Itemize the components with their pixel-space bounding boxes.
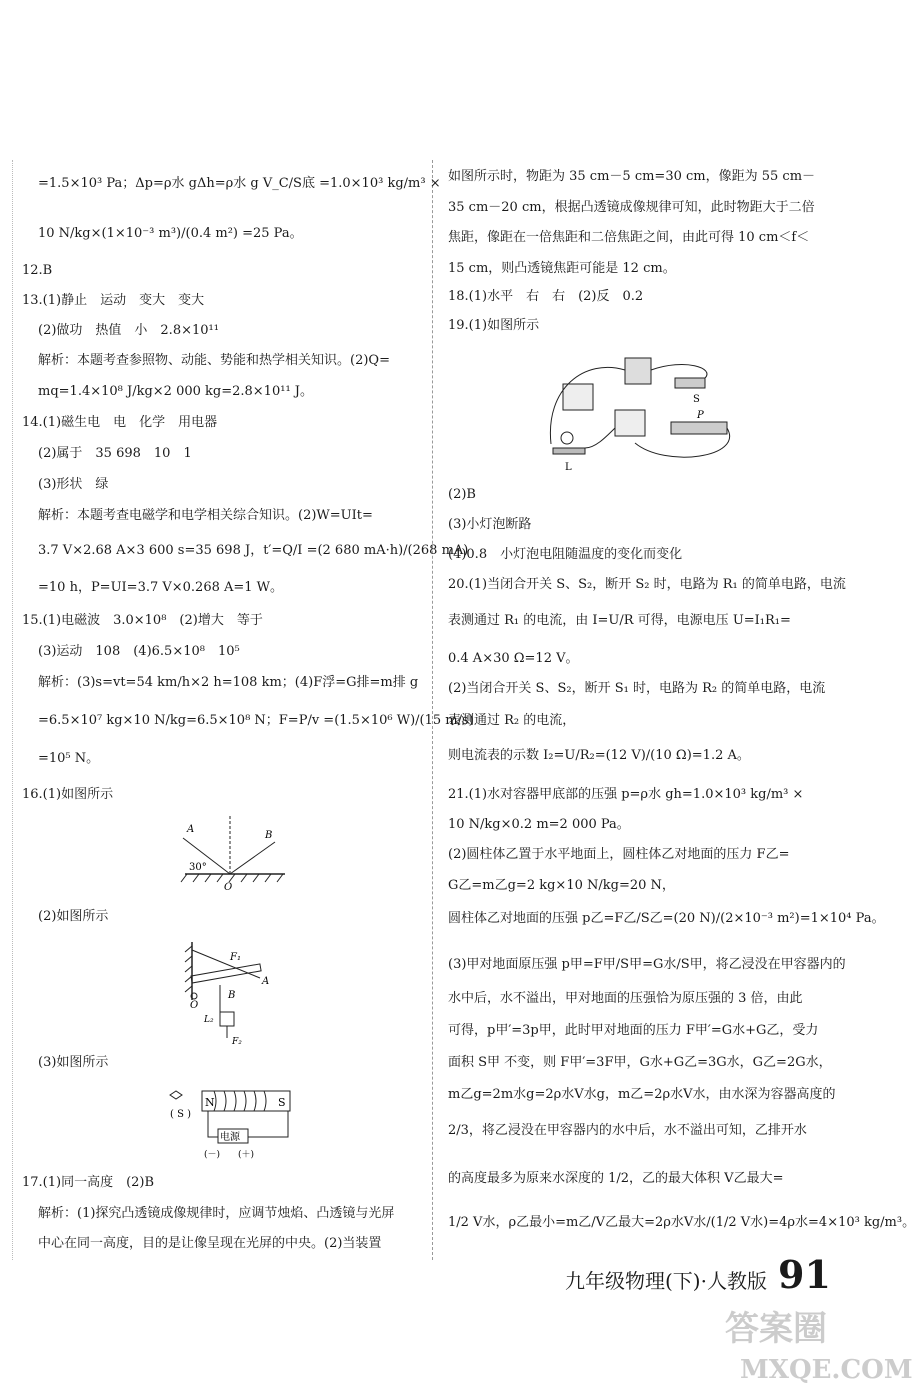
label-b: B (265, 830, 273, 841)
watermark-logo (720, 1300, 913, 1385)
left-margin-rule (12, 160, 13, 1260)
reflection-diagram (175, 812, 295, 894)
left-text-line: (3)运动 108 (4)6.5×10⁸ 10⁵ (38, 644, 240, 659)
power-source-label: 电源 (220, 1132, 240, 1143)
right-text-line: 18.(1)水平 右 右 (2)反 0.2 (448, 289, 644, 304)
right-text-line: 水中后，水不溢出，甲对地面的压强恰为原压强的 3 倍，由此 (448, 991, 803, 1006)
right-text-line: (2)B (448, 487, 476, 502)
page-number: 91 (778, 1252, 831, 1297)
svg-text:MXQE.COM: MXQE.COM (740, 1355, 913, 1385)
lamp-label: L (565, 462, 572, 473)
right-text-line: 如图所示时，物距为 35 cm－5 cm=30 cm，像距为 55 cm－ (448, 169, 816, 184)
right-text-line: (2)当闭合开关 S、S₂，断开 S₁ 时，电路为 R₂ 的简单电路，电流 (448, 681, 826, 696)
label-o: O (190, 1000, 199, 1011)
circuit-diagram (545, 348, 745, 473)
right-text-line: 35 cm－20 cm，根据凸透镜成像规律可知，此时物距大于二倍 (448, 200, 815, 215)
left-text-line: 17.(1)同一高度 (2)B (22, 1175, 155, 1190)
left-text-line: 16.(1)如图所示 (22, 787, 114, 802)
left-text-line: 15.(1)电磁波 3.0×10⁸ (2)增大 等于 (22, 613, 263, 628)
left-text-line: =10⁵ N。 (38, 751, 100, 766)
svg-text:答案圈: 答案圈 (725, 1309, 827, 1349)
switch-label: S (693, 394, 700, 405)
right-text-line: 19.(1)如图所示 (448, 318, 540, 333)
right-text-line: 0.4 A×30 Ω=12 V。 (448, 651, 579, 666)
terminal-minus: (－) (204, 1150, 221, 1160)
angle-label: 30° (189, 862, 207, 873)
right-text-line: m乙g=2m水g=2ρ水V水g，m乙=2ρ水V水，由水深为容器高度的 (448, 1087, 836, 1102)
left-text-line: (2)如图所示 (38, 909, 109, 924)
right-text-line: (3)甲对地面原压强 p甲=F甲/S甲=G水/S甲，将乙浸没在甲容器内的 (448, 957, 846, 972)
left-text-line: 解析：本题考查参照物、动能、势能和热学相关知识。(2)Q= (38, 353, 390, 368)
right-text-line: 可得，p甲′=3p甲，此时甲对地面的压力 F甲′=G水+G乙，受力 (448, 1023, 819, 1038)
left-text-line: 12.B (22, 263, 53, 278)
right-text-line: 1/2 V水，ρ乙最小=m乙/V乙最大=2ρ水V水/(1/2 V水)=4ρ水=4×10³ kg/m³。 (448, 1215, 915, 1230)
compass-pole: ( S ) (170, 1109, 192, 1120)
right-text-line: 圆柱体乙对地面的压强 p乙=F乙/S乙=(20 N)/(2×10⁻³ m²)=1×10⁴ Pa。 (448, 911, 885, 926)
left-text-line: (3)如图所示 (38, 1055, 109, 1070)
left-text-line: (2)属于 35 698 10 1 (38, 446, 192, 461)
label-b: B (228, 990, 236, 1001)
label-a: A (187, 824, 195, 835)
right-text-line: 面积 S甲 不变，则 F甲′=3F甲，G水+G乙=3G水，G乙=2G水， (448, 1055, 832, 1070)
left-text-line: mq=1.4×10⁸ J/kg×2 000 kg=2.8×10¹¹ J。 (38, 384, 313, 399)
right-text-line: 表测通过 R₁ 的电流，由 I=U/R 可得，电源电压 U=I₁R₁= (448, 613, 791, 628)
right-text-line: 焦距，像距在一倍焦距和二倍焦距之间，由此可得 10 cm＜f＜ (448, 230, 810, 245)
column-divider (432, 160, 433, 1260)
left-text-line: 解析：(3)s=vt=54 km/h×2 h=108 km；(4)F浮=G排=m排 g (38, 675, 419, 690)
label-l2: L₂ (204, 1015, 214, 1025)
label-a: A (262, 976, 270, 987)
left-text-line: =6.5×10⁷ kg×10 N/kg=6.5×10⁸ N；F=P/v =(1.5×10⁶ W)/(15 m/s) (38, 713, 474, 728)
left-text-line: =1.5×10³ Pa；Δp=ρ水 gΔh=ρ水 g V_C/S底 =1.0×10³ kg/m³ × (38, 176, 441, 191)
pole-s: S (278, 1096, 286, 1109)
right-text-line: G乙=m乙g=2 kg×10 N/kg=20 N， (448, 878, 675, 893)
right-text-line: 21.(1)水对容器甲底部的压强 p=ρ水 gh=1.0×10³ kg/m³ × (448, 787, 804, 802)
right-text-line: 的高度最多为原来水深度的 1/2，乙的最大体积 V乙最大= (448, 1171, 784, 1186)
left-text-line: 3.7 V×2.68 A×3 600 s=35 698 J，t′=Q/I =(2 680 mA·h)/(268 mA) (38, 543, 469, 558)
left-text-line: 解析：本题考查电磁学和电学相关综合知识。(2)W=UIt= (38, 508, 373, 523)
right-text-line: 10 N/kg×0.2 m=2 000 Pa。 (448, 817, 630, 832)
right-text-line: 15 cm，则凸透镜焦距可能是 12 cm。 (448, 261, 676, 276)
label-f1: F₁ (230, 952, 241, 963)
right-text-line: 表测通过 R₂ 的电流， (448, 713, 576, 728)
left-text-line: 解析：(1)探究凸透镜成像规律时，应调节烛焰、凸透镜与光屏 (38, 1206, 395, 1221)
left-text-line: 14.(1)磁生电 电 化学 用电器 (22, 415, 218, 430)
label-o: O (224, 882, 233, 893)
pole-n: N (205, 1096, 215, 1109)
solenoid-diagram (168, 1085, 298, 1163)
right-text-line: 2/3，将乙浸没在甲容器内的水中后，水不溢出可知，乙排开水 (448, 1123, 807, 1138)
right-text-line: (4)0.8 小灯泡电阻随温度的变化而变化 (448, 547, 683, 562)
right-text-line: 则电流表的示数 I₂=U/R₂=(12 V)/(10 Ω)=1.2 A。 (448, 748, 750, 763)
left-text-line: (3)形状 绿 (38, 477, 109, 492)
terminal-plus: (＋) (238, 1150, 255, 1160)
left-text-line: =10 h，P=UI=3.7 V×0.268 A=1 W。 (38, 580, 284, 595)
left-text-line: (2)做功 热值 小 2.8×10¹¹ (38, 323, 219, 338)
left-text-line: 13.(1)静止 运动 变大 变大 (22, 293, 205, 308)
left-text-line: 中心在同一高度，目的是让像呈现在光屏的中央。(2)当装置 (38, 1236, 382, 1251)
footer-title: 九年级物理(下)·人教版 (565, 1269, 767, 1293)
left-text-line: 10 N/kg×(1×10⁻³ m³)/(0.4 m²) =25 Pa。 (38, 226, 303, 241)
right-text-line: (2)圆柱体乙置于水平地面上，圆柱体乙对地面的压力 F乙= (448, 847, 790, 862)
rheostat-label: P (697, 410, 704, 421)
label-f2: F₂ (232, 1037, 242, 1047)
lever-diagram (180, 940, 280, 1046)
right-text-line: (3)小灯泡断路 (448, 517, 532, 532)
right-text-line: 20.(1)当闭合开关 S、S₂，断开 S₂ 时，电路为 R₁ 的简单电路，电流 (448, 577, 846, 592)
